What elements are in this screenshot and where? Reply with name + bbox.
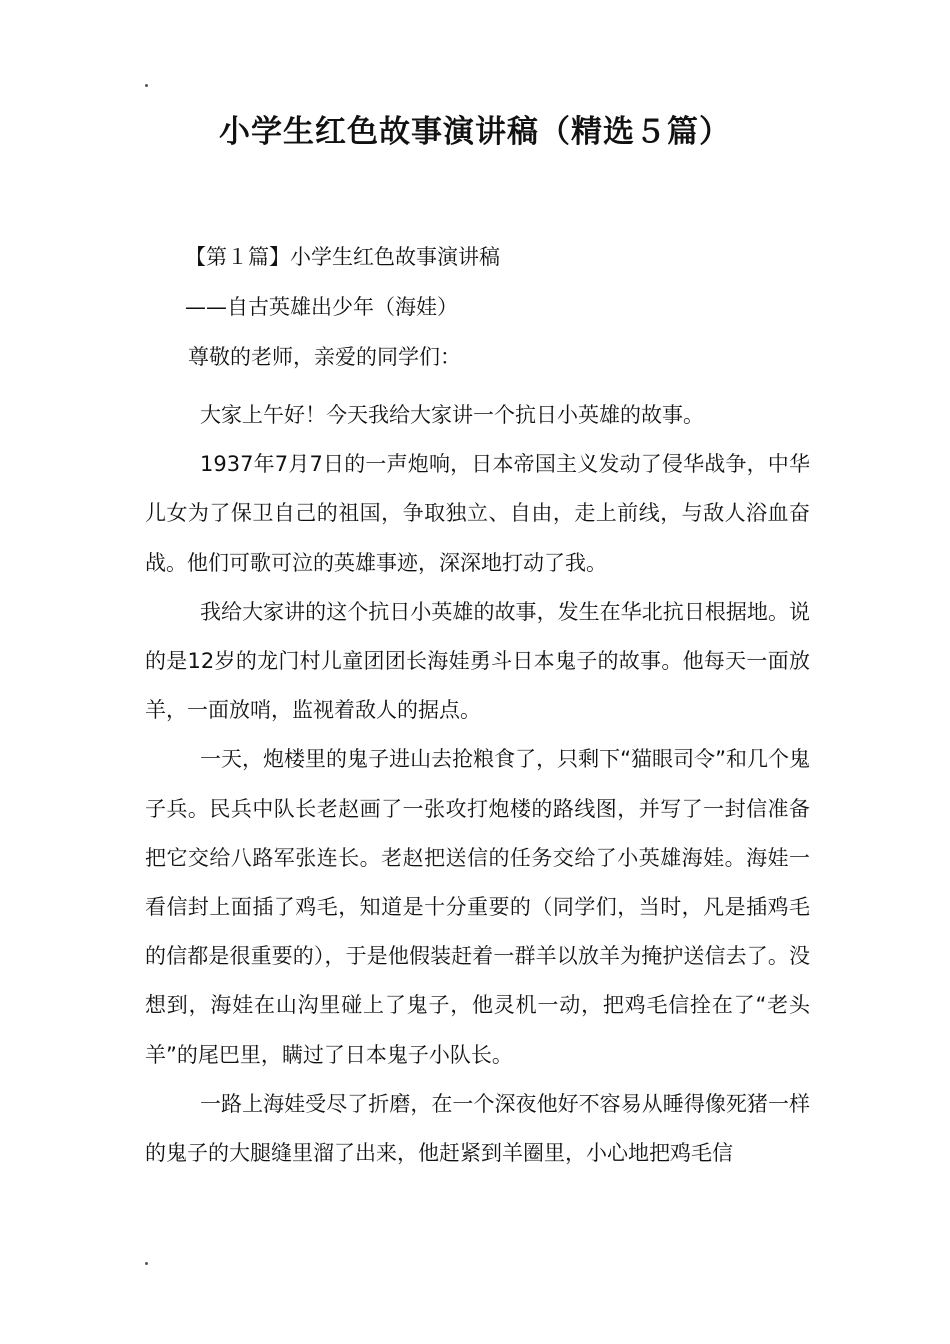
page-corner-mark-top	[145, 84, 148, 87]
paragraph: 我给大家讲的这个抗日小英雄的故事，发生在华北抗日根据地。说的是12岁的龙门村儿童团团长海娃勇斗日本鬼子的故事。他每天一面放羊，一面放哨，监视着敌人的据点。	[145, 599, 810, 723]
section-subtitle: ——自古英雄出少年（海娃）	[185, 295, 458, 319]
document-title: 小学生红色故事演讲稿（精选５篇）	[219, 114, 731, 150]
body-text	[145, 391, 810, 1178]
section-heading: 【第１篇】小学生红色故事演讲稿	[185, 245, 500, 269]
paragraph: 1937年7月7日的一声炮响，日本帝国主义发动了侵华战争，中华儿女为了保卫自己的祖国，争取独立、自由，走上前线，与敌人浴血奋战。他们可歌可泣的英雄事迹，深深地打动了我。	[145, 452, 810, 575]
salutation: 尊敬的老师，亲爱的同学们：	[188, 345, 461, 369]
paragraph: 大家上午好！今天我给大家讲一个抗日小英雄的故事。	[200, 403, 704, 427]
page-corner-mark-bottom	[145, 1262, 148, 1265]
paragraph: 一路上海娃受尽了折磨，在一个深夜他好不容易从睡得像死猪一样的鬼子的大腿缝里溜了出来，他赶紧到羊圈里，小心地把鸡毛信	[145, 1091, 810, 1166]
paragraph: 一天，炮楼里的鬼子进山去抢粮食了，只剩下“猫眼司令”和几个鬼子兵。民兵中队长老赵画了一张攻打炮楼的路线图，并写了一封信准备把它交给八路军张连长。老赵把送信的任务交给了小英雄海娃。海娃一看信封上面插了鸡毛，知道是十分重要的（同学们，当时，凡是插鸡毛的信都是很重要的），于是他假装赶着一群羊以放羊为掩护送信去了。没想到，海娃在山沟里碰上了鬼子，他灵机一动，把鸡毛信拴在了“老头羊”的尾巴里，瞒过了日本鬼子小队长。	[145, 747, 810, 1067]
